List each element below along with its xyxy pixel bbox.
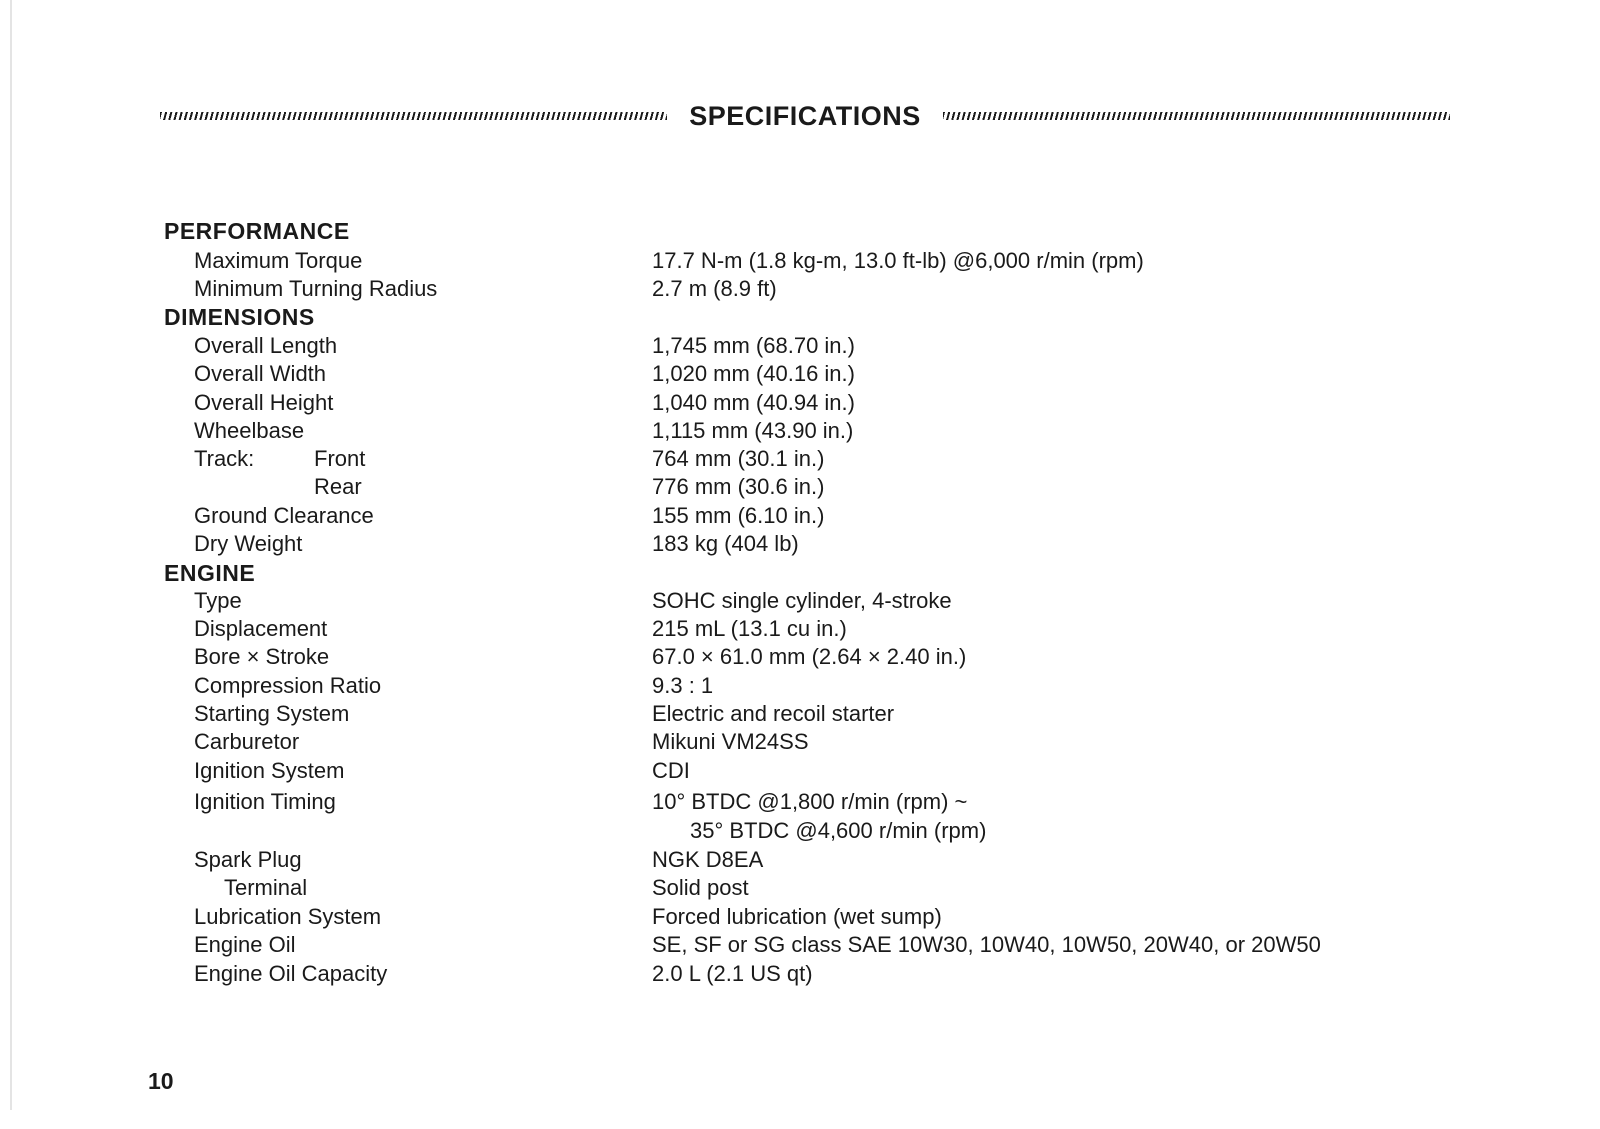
spec-row-dry-weight xyxy=(0,530,1600,558)
header-rule-right xyxy=(943,112,1450,120)
section-row-dimensions xyxy=(0,303,1600,331)
spec-value: 17.7 N-m (1.8 kg-m, 13.0 ft-lb) @6,000 r/min (rpm) xyxy=(652,248,1144,273)
spec-value: Solid post xyxy=(652,875,749,900)
page-number: 10 xyxy=(148,1068,174,1094)
spec-label: Lubrication System xyxy=(194,904,382,929)
spec-row-lubrication-system xyxy=(0,903,1600,931)
spec-row-engine-oil xyxy=(0,931,1600,959)
spec-row-bore-stroke xyxy=(0,643,1600,671)
spec-label: Wheelbase xyxy=(194,418,305,443)
spec-value: 183 kg (404 lb) xyxy=(652,531,799,556)
spec-value: 1,745 mm (68.70 in.) xyxy=(652,333,855,358)
spec-label: Minimum Turning Radius xyxy=(194,276,438,301)
spec-value: 1,040 mm (40.94 in.) xyxy=(652,390,855,415)
spec-row-starting-system xyxy=(0,700,1600,728)
page-header xyxy=(160,98,1450,134)
spec-label: Carburetor xyxy=(194,729,300,754)
section-row-engine xyxy=(0,559,1600,587)
spec-value: 764 mm (30.1 in.) xyxy=(652,446,825,471)
spec-label: Terminal xyxy=(224,875,308,900)
spec-value: 67.0 × 61.0 mm (2.64 × 2.40 in.) xyxy=(652,644,967,669)
spec-label-track-rear: Rear xyxy=(314,474,362,499)
spec-row-terminal xyxy=(0,874,1600,902)
spec-row-spark-plug xyxy=(0,846,1600,874)
section-heading-performance: PERFORMANCE xyxy=(164,218,350,244)
spec-row-compression-ratio xyxy=(0,672,1600,700)
spec-label: Overall Width xyxy=(194,361,327,386)
spec-label: Overall Height xyxy=(194,390,334,415)
spec-row-ignition-system xyxy=(0,757,1600,785)
spec-label: Starting System xyxy=(194,701,350,726)
spec-row-min-turning-radius xyxy=(0,275,1600,303)
spec-label: Ignition System xyxy=(194,758,345,783)
spec-label: Dry Weight xyxy=(194,531,303,556)
spec-row-ignition-timing-cont xyxy=(0,817,1600,845)
spec-label: Ground Clearance xyxy=(194,503,374,528)
spec-row-overall-height xyxy=(0,389,1600,417)
spec-row-ignition-timing xyxy=(0,788,1600,816)
spec-row-max-torque xyxy=(0,247,1600,275)
spec-label: Bore × Stroke xyxy=(194,644,330,669)
spec-value: 215 mL (13.1 cu in.) xyxy=(652,616,847,641)
spec-row-carburetor xyxy=(0,728,1600,756)
spec-value: SE, SF or SG class SAE 10W30, 10W40, 10W50, 20W40, or 20W50 xyxy=(652,932,1321,957)
spec-value: 2.0 L (2.1 US qt) xyxy=(652,961,813,986)
spec-value: Forced lubrication (wet sump) xyxy=(652,904,942,929)
spec-value-continued: 35° BTDC @4,600 r/min (rpm) xyxy=(690,818,987,843)
spec-label: Engine Oil xyxy=(194,932,296,957)
spec-row-overall-length xyxy=(0,332,1600,360)
spec-label-track: Track: xyxy=(194,446,255,471)
spec-value: CDI xyxy=(652,758,690,783)
spec-value: NGK D8EA xyxy=(652,847,764,872)
spec-value: 155 mm (6.10 in.) xyxy=(652,503,825,528)
spec-row-displacement xyxy=(0,615,1600,643)
spec-value: 776 mm (30.6 in.) xyxy=(652,474,825,499)
spec-value: Mikuni VM24SS xyxy=(652,729,809,754)
page-title: SPECIFICATIONS xyxy=(689,100,921,131)
spec-row-engine-oil-capacity xyxy=(0,960,1600,988)
spec-value: 2.7 m (8.9 ft) xyxy=(652,276,777,301)
section-heading-engine: ENGINE xyxy=(164,560,256,586)
spec-label: Spark Plug xyxy=(194,847,302,872)
spec-label: Maximum Torque xyxy=(194,248,363,273)
spec-value: 1,115 mm (43.90 in.) xyxy=(652,418,854,443)
spec-row-type xyxy=(0,587,1600,615)
spec-row-overall-width xyxy=(0,360,1600,388)
spec-label: Engine Oil Capacity xyxy=(194,961,388,986)
spec-label: Overall Length xyxy=(194,333,338,358)
spec-value: SOHC single cylinder, 4-stroke xyxy=(652,588,952,613)
section-row-performance xyxy=(0,217,1600,245)
spec-label: Type xyxy=(194,588,242,613)
spec-label: Compression Ratio xyxy=(194,673,382,698)
spec-label-track-front: Front xyxy=(314,446,366,471)
spec-label: Ignition Timing xyxy=(194,789,336,814)
spec-value: 9.3 : 1 xyxy=(652,673,714,698)
section-heading-dimensions: DIMENSIONS xyxy=(164,304,315,330)
spec-value: 10° BTDC @1,800 r/min (rpm) ~ xyxy=(652,789,968,814)
spec-value: 1,020 mm (40.16 in.) xyxy=(652,361,855,386)
header-rule-left xyxy=(160,112,667,120)
spec-row-track-front xyxy=(0,445,1600,473)
spec-label: Displacement xyxy=(194,616,328,641)
spec-row-ground-clearance xyxy=(0,502,1600,530)
spec-row-wheelbase xyxy=(0,417,1600,445)
spec-row-track-rear xyxy=(0,473,1600,501)
spec-value: Electric and recoil starter xyxy=(652,701,895,726)
